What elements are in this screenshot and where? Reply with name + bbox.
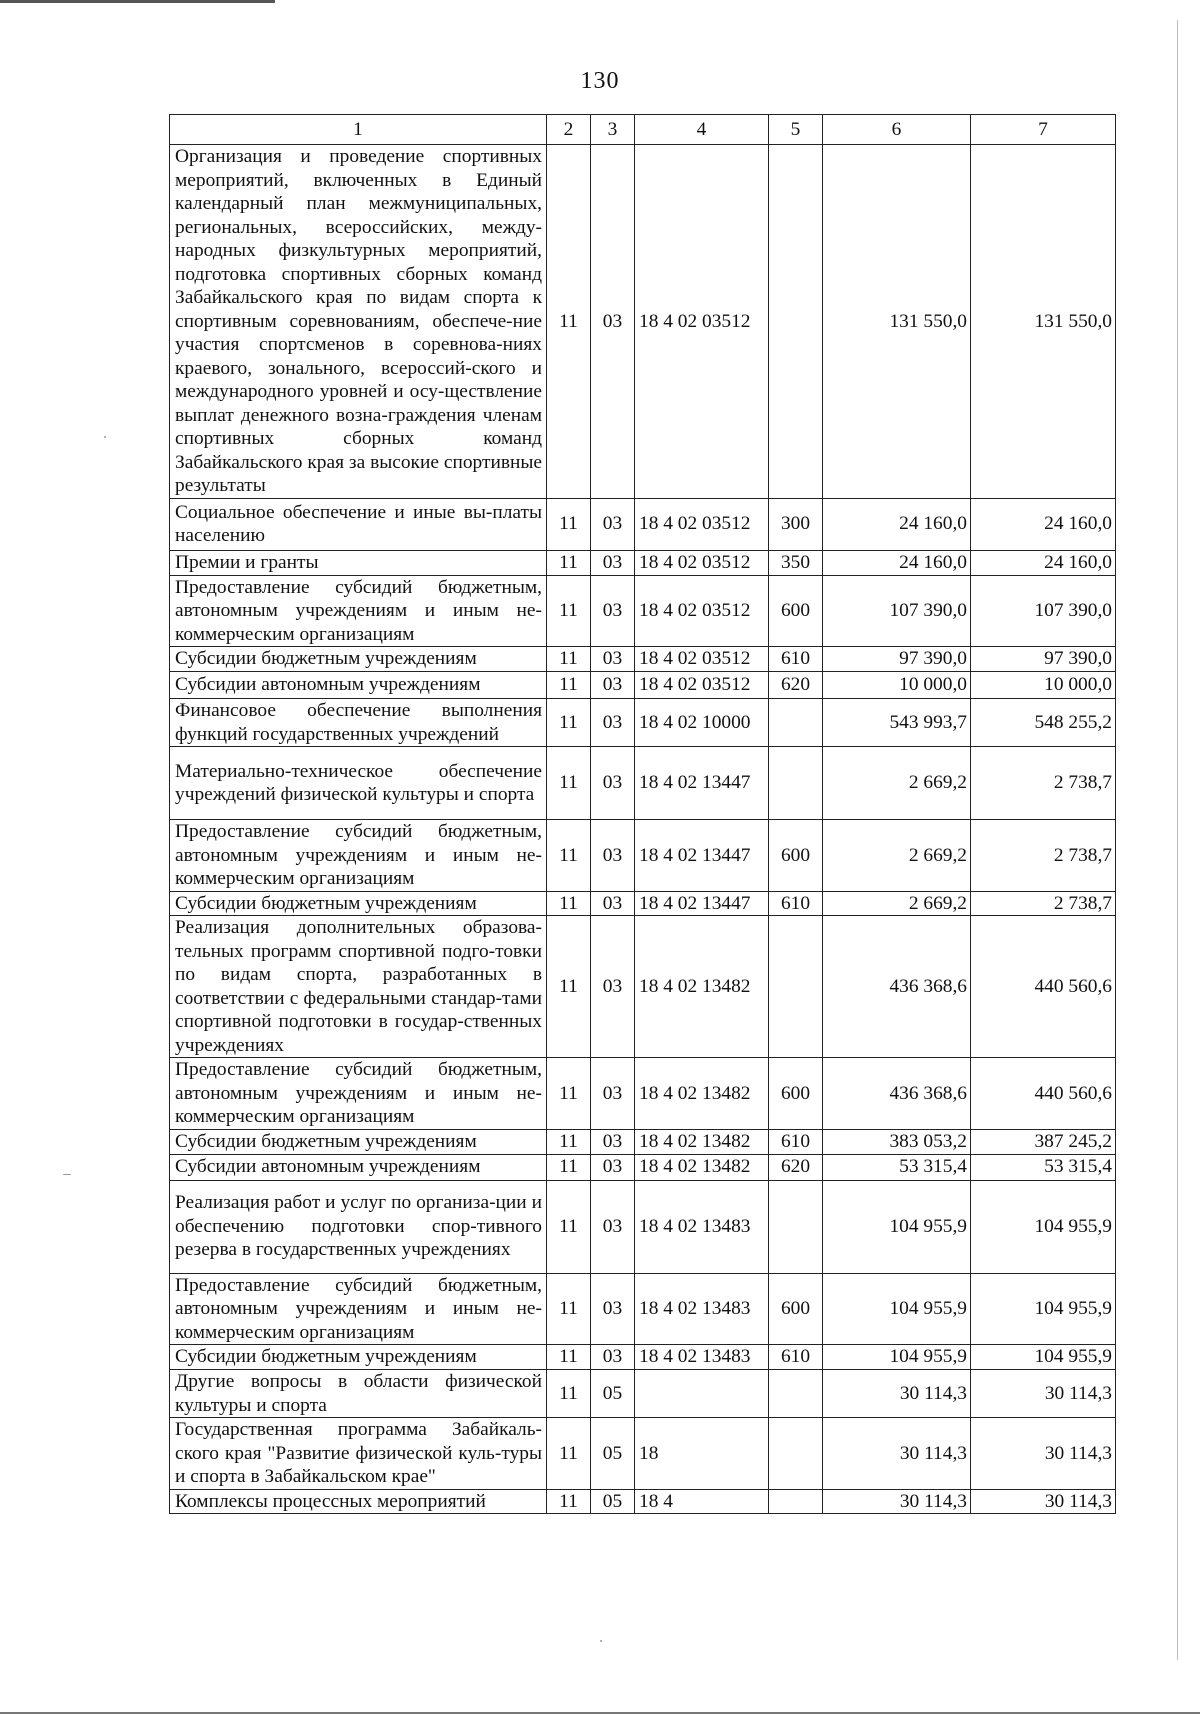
- row-expense-type-cell: 350: [769, 550, 823, 575]
- row-amount-year2-cell: 104 955,9: [971, 1273, 1116, 1345]
- row-amount-year1-cell: 107 390,0: [823, 575, 971, 647]
- row-expense-type-cell: 300: [769, 498, 823, 550]
- row-amount-year1-cell: 30 114,3: [823, 1489, 971, 1514]
- header-col-3: 3: [591, 115, 635, 145]
- row-section-cell: 11: [547, 647, 591, 672]
- row-subsection-cell: 03: [591, 820, 635, 892]
- row-name-cell: Другие вопросы в области физической культуры и спорта: [170, 1370, 547, 1418]
- row-target-article-cell: 18 4 02 13483: [635, 1345, 769, 1370]
- header-col-7: 7: [971, 115, 1116, 145]
- row-subsection-cell: 03: [591, 1180, 635, 1273]
- scan-edge-right: [1177, 20, 1178, 1660]
- table-row: [170, 647, 1116, 672]
- row-name-cell: Субсидии автономным учреждениям: [170, 1154, 547, 1180]
- header-col-4: 4: [635, 115, 769, 145]
- row-section-cell: 11: [547, 916, 591, 1058]
- row-section-cell: 11: [547, 1345, 591, 1370]
- row-amount-year1-cell: 104 955,9: [823, 1273, 971, 1345]
- row-name-cell: Материально-техническое обеспечение учреждений физической культуры и спорта: [170, 747, 547, 820]
- row-name-cell: Комплексы процессных мероприятий: [170, 1489, 547, 1514]
- row-expense-type-cell: 610: [769, 1129, 823, 1154]
- row-target-article-cell: 18 4 02 13482: [635, 1058, 769, 1130]
- row-amount-year1-cell: 10 000,0: [823, 672, 971, 699]
- row-amount-year2-cell: 24 160,0: [971, 550, 1116, 575]
- row-amount-year2-cell: 107 390,0: [971, 575, 1116, 647]
- row-amount-year1-cell: 2 669,2: [823, 891, 971, 916]
- table-row: [170, 747, 1116, 820]
- row-subsection-cell: 03: [591, 575, 635, 647]
- row-section-cell: 11: [547, 1058, 591, 1130]
- row-subsection-cell: 03: [591, 498, 635, 550]
- row-expense-type-cell: [769, 916, 823, 1058]
- row-expense-type-cell: [769, 699, 823, 747]
- row-expense-type-cell: [769, 1418, 823, 1490]
- row-target-article-cell: 18 4 02 03512: [635, 672, 769, 699]
- header-col-5: 5: [769, 115, 823, 145]
- row-target-article-cell: 18 4 02 13447: [635, 820, 769, 892]
- row-amount-year2-cell: 10 000,0: [971, 672, 1116, 699]
- row-subsection-cell: 03: [591, 647, 635, 672]
- row-amount-year2-cell: 53 315,4: [971, 1154, 1116, 1180]
- row-subsection-cell: 03: [591, 145, 635, 499]
- row-subsection-cell: 03: [591, 550, 635, 575]
- row-target-article-cell: 18 4 02 13482: [635, 916, 769, 1058]
- row-target-article-cell: 18 4 02 13447: [635, 747, 769, 820]
- row-section-cell: 11: [547, 747, 591, 820]
- row-amount-year1-cell: 53 315,4: [823, 1154, 971, 1180]
- row-amount-year1-cell: 2 669,2: [823, 820, 971, 892]
- header-col-2: 2: [547, 115, 591, 145]
- row-amount-year2-cell: 548 255,2: [971, 699, 1116, 747]
- row-section-cell: 11: [547, 1129, 591, 1154]
- row-subsection-cell: 03: [591, 747, 635, 820]
- row-name-cell: Организация и проведение спортивных мероприятий, включенных в Единый календарный план межмуниципальных, региональных, всероссийских, между-народных физкультурных мероприятий, подготовка спортивных сборных команд Забайкальского края по видам спорта к спортивным соревнованиям, обеспече-ние участия спортсменов в соревнова-ниях краевого, зонального, всероссий-ского и международного уровней и осу-ществление выплат денежного возна-граждения членам спортивных сборных команд Забайкальского края за высокие спортивные результаты: [170, 145, 547, 499]
- table-row: [170, 498, 1116, 550]
- row-section-cell: 11: [547, 820, 591, 892]
- table-row: [170, 820, 1116, 892]
- table-row: [170, 699, 1116, 747]
- scan-edge-top: [0, 0, 275, 3]
- row-subsection-cell: 05: [591, 1418, 635, 1490]
- row-target-article-cell: 18 4 02 10000: [635, 699, 769, 747]
- row-name-cell: Субсидии бюджетным учреждениям: [170, 891, 547, 916]
- row-subsection-cell: 05: [591, 1489, 635, 1514]
- row-section-cell: 11: [547, 1273, 591, 1345]
- row-subsection-cell: 05: [591, 1370, 635, 1418]
- row-amount-year2-cell: 104 955,9: [971, 1345, 1116, 1370]
- row-section-cell: 11: [547, 575, 591, 647]
- table-row: [170, 672, 1116, 699]
- table-row: [170, 1489, 1116, 1514]
- row-name-cell: Финансовое обеспечение выполнения функций государственных учреждений: [170, 699, 547, 747]
- table-row: [170, 1273, 1116, 1345]
- row-section-cell: 11: [547, 498, 591, 550]
- table-header-row: [170, 115, 1116, 145]
- row-amount-year2-cell: 30 114,3: [971, 1418, 1116, 1490]
- row-expense-type-cell: [769, 1370, 823, 1418]
- row-amount-year1-cell: 383 053,2: [823, 1129, 971, 1154]
- row-name-cell: Премии и гранты: [170, 550, 547, 575]
- row-expense-type-cell: [769, 1180, 823, 1273]
- row-amount-year2-cell: 440 560,6: [971, 1058, 1116, 1130]
- row-target-article-cell: 18 4 02 13447: [635, 891, 769, 916]
- row-expense-type-cell: [769, 1489, 823, 1514]
- row-amount-year1-cell: 2 669,2: [823, 747, 971, 820]
- row-expense-type-cell: 600: [769, 1273, 823, 1345]
- row-subsection-cell: 03: [591, 916, 635, 1058]
- table-row: [170, 1180, 1116, 1273]
- row-expense-type-cell: 610: [769, 891, 823, 916]
- row-target-article-cell: 18 4 02 03512: [635, 647, 769, 672]
- row-section-cell: 11: [547, 1489, 591, 1514]
- row-target-article-cell: 18 4 02 13483: [635, 1273, 769, 1345]
- row-target-article-cell: 18: [635, 1418, 769, 1490]
- table-row: [170, 1418, 1116, 1490]
- row-expense-type-cell: 600: [769, 1058, 823, 1130]
- row-name-cell: Предоставление субсидий бюджетным, автономным учреждениям и иным не-коммерческим организациям: [170, 575, 547, 647]
- row-amount-year2-cell: 30 114,3: [971, 1489, 1116, 1514]
- row-expense-type-cell: 600: [769, 575, 823, 647]
- row-section-cell: 11: [547, 550, 591, 575]
- row-section-cell: 11: [547, 672, 591, 699]
- row-name-cell: Государственная программа Забайкаль-ского края "Развитие физической куль-туры и спорта в Забайкальском крае": [170, 1418, 547, 1490]
- row-section-cell: 11: [547, 1154, 591, 1180]
- row-expense-type-cell: 610: [769, 1345, 823, 1370]
- table-body: [170, 145, 1116, 1514]
- row-section-cell: 11: [547, 699, 591, 747]
- row-amount-year1-cell: 436 368,6: [823, 916, 971, 1058]
- row-expense-type-cell: 620: [769, 672, 823, 699]
- row-subsection-cell: 03: [591, 1058, 635, 1130]
- row-amount-year1-cell: 97 390,0: [823, 647, 971, 672]
- row-amount-year2-cell: 2 738,7: [971, 747, 1116, 820]
- row-amount-year1-cell: 24 160,0: [823, 498, 971, 550]
- table-row: [170, 145, 1116, 499]
- row-name-cell: Социальное обеспечение и иные вы-платы населению: [170, 498, 547, 550]
- row-name-cell: Субсидии бюджетным учреждениям: [170, 1129, 547, 1154]
- row-name-cell: Предоставление субсидий бюджетным, автономным учреждениям и иным не-коммерческим организациям: [170, 1273, 547, 1345]
- row-subsection-cell: 03: [591, 891, 635, 916]
- row-amount-year1-cell: 24 160,0: [823, 550, 971, 575]
- row-subsection-cell: 03: [591, 1273, 635, 1345]
- row-expense-type-cell: 610: [769, 647, 823, 672]
- row-target-article-cell: 18 4: [635, 1489, 769, 1514]
- table-row: [170, 1370, 1116, 1418]
- scan-speck: [600, 1640, 602, 1642]
- table-row: [170, 916, 1116, 1058]
- row-expense-type-cell: 600: [769, 820, 823, 892]
- row-amount-year2-cell: 104 955,9: [971, 1180, 1116, 1273]
- row-amount-year2-cell: 440 560,6: [971, 916, 1116, 1058]
- row-name-cell: Реализация работ и услуг по организа-ции и обеспечению подготовки спор-тивного резерва в государственных учреждениях: [170, 1180, 547, 1273]
- row-amount-year1-cell: 30 114,3: [823, 1418, 971, 1490]
- row-name-cell: Предоставление субсидий бюджетным, автономным учреждениям и иным не-коммерческим организациям: [170, 820, 547, 892]
- row-name-cell: Субсидии автономным учреждениям: [170, 672, 547, 699]
- table-row: [170, 1345, 1116, 1370]
- row-name-cell: Субсидии бюджетным учреждениям: [170, 647, 547, 672]
- row-target-article-cell: 18 4 02 03512: [635, 145, 769, 499]
- row-amount-year2-cell: 30 114,3: [971, 1370, 1116, 1418]
- row-amount-year1-cell: 543 993,7: [823, 699, 971, 747]
- row-amount-year1-cell: 30 114,3: [823, 1370, 971, 1418]
- table-row: [170, 1058, 1116, 1130]
- row-expense-type-cell: 620: [769, 1154, 823, 1180]
- row-target-article-cell: 18 4 02 03512: [635, 575, 769, 647]
- row-amount-year1-cell: 131 550,0: [823, 145, 971, 499]
- row-target-article-cell: 18 4 02 13482: [635, 1129, 769, 1154]
- row-section-cell: 11: [547, 145, 591, 499]
- row-name-cell: Реализация дополнительных образова-тельных программ спортивной подго-товки по видам спорта, разработанных в соответствии с федеральными стандар-тами спортивной подготовки в государ-ственных учреждениях: [170, 916, 547, 1058]
- table-row: [170, 550, 1116, 575]
- table-row: [170, 1129, 1116, 1154]
- row-amount-year1-cell: 104 955,9: [823, 1345, 971, 1370]
- row-subsection-cell: 03: [591, 699, 635, 747]
- row-name-cell: Субсидии бюджетным учреждениям: [170, 1345, 547, 1370]
- row-amount-year2-cell: 387 245,2: [971, 1129, 1116, 1154]
- row-amount-year2-cell: 97 390,0: [971, 647, 1116, 672]
- scan-speck: [63, 1174, 71, 1175]
- row-expense-type-cell: [769, 145, 823, 499]
- row-section-cell: 11: [547, 891, 591, 916]
- row-section-cell: 11: [547, 1418, 591, 1490]
- row-section-cell: 11: [547, 1180, 591, 1273]
- row-section-cell: 11: [547, 1370, 591, 1418]
- header-col-1: 1: [170, 115, 547, 145]
- row-amount-year2-cell: 131 550,0: [971, 145, 1116, 499]
- row-subsection-cell: 03: [591, 1154, 635, 1180]
- row-amount-year1-cell: 104 955,9: [823, 1180, 971, 1273]
- table-row: [170, 575, 1116, 647]
- row-subsection-cell: 03: [591, 1129, 635, 1154]
- row-expense-type-cell: [769, 747, 823, 820]
- row-amount-year1-cell: 436 368,6: [823, 1058, 971, 1130]
- row-target-article-cell: 18 4 02 13482: [635, 1154, 769, 1180]
- row-subsection-cell: 03: [591, 1345, 635, 1370]
- row-amount-year2-cell: 2 738,7: [971, 820, 1116, 892]
- page-number: 130: [580, 68, 620, 94]
- row-name-cell: Предоставление субсидий бюджетным, автономным учреждениям и иным не-коммерческим организациям: [170, 1058, 547, 1130]
- scan-speck: [104, 436, 106, 438]
- budget-table: [169, 114, 1116, 1514]
- row-subsection-cell: 03: [591, 672, 635, 699]
- row-target-article-cell: [635, 1370, 769, 1418]
- row-amount-year2-cell: 2 738,7: [971, 891, 1116, 916]
- row-target-article-cell: 18 4 02 03512: [635, 498, 769, 550]
- table-row: [170, 891, 1116, 916]
- row-target-article-cell: 18 4 02 03512: [635, 550, 769, 575]
- row-amount-year2-cell: 24 160,0: [971, 498, 1116, 550]
- header-col-6: 6: [823, 115, 971, 145]
- table-row: [170, 1154, 1116, 1180]
- row-target-article-cell: 18 4 02 13483: [635, 1180, 769, 1273]
